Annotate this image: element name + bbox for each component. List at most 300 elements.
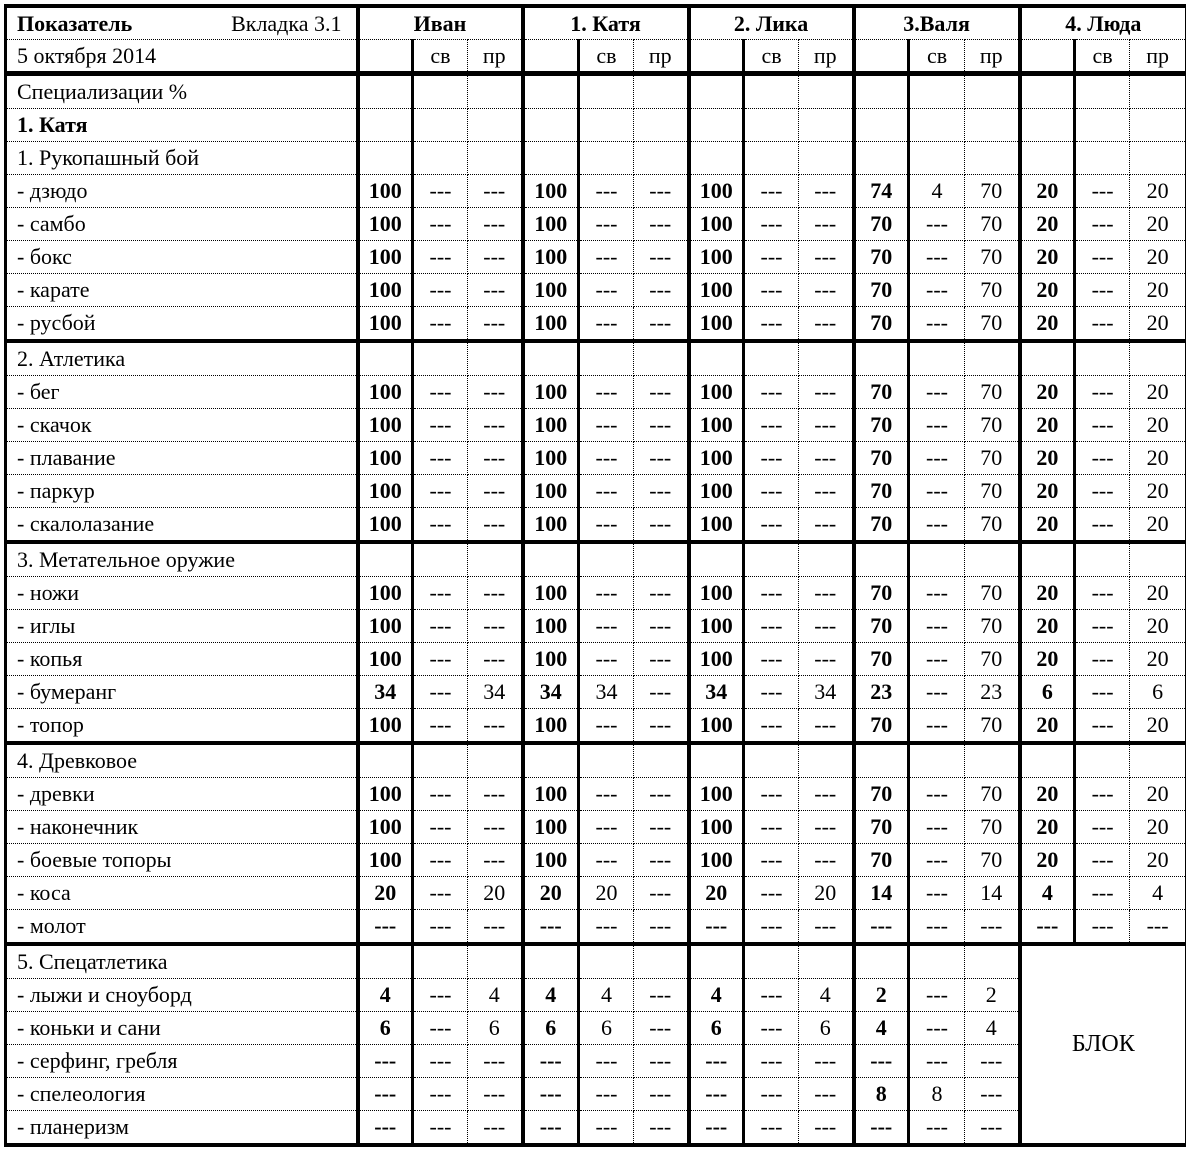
- cell-lika-pr: ---: [799, 610, 854, 643]
- cell-ivan-pr: ---: [468, 844, 523, 877]
- cell-valya-total: 23: [854, 676, 909, 709]
- cell-ivan-total: 100: [358, 307, 413, 342]
- cell-ivan-sv: ---: [413, 274, 468, 307]
- cell-lika-sv: ---: [744, 643, 799, 676]
- cell-valya-pr: 4: [965, 1012, 1020, 1045]
- empty-cell: [1020, 341, 1075, 376]
- cell-ivan-pr: ---: [468, 1078, 523, 1111]
- row-label: - скачок: [6, 409, 358, 442]
- cell-ivan-sv: ---: [413, 676, 468, 709]
- cell-katya-total: 100: [523, 241, 579, 274]
- table-row: [6, 577, 1186, 610]
- cell-lika-pr: ---: [799, 709, 854, 744]
- cell-lika-total: 100: [689, 175, 744, 208]
- cell-valya-total: 70: [854, 376, 909, 409]
- cell-katya-pr: ---: [634, 1111, 689, 1146]
- table-row: [6, 475, 1186, 508]
- cell-katya-total: ---: [523, 1045, 579, 1078]
- cell-ivan-pr: ---: [468, 475, 523, 508]
- empty-cell: [799, 74, 854, 109]
- table-row: [6, 1045, 1186, 1078]
- cell-lyuda-sv: ---: [1075, 508, 1130, 543]
- cell-katya-total: 100: [523, 844, 579, 877]
- cell-ivan-sv: ---: [413, 778, 468, 811]
- cell-ivan-pr: ---: [468, 1111, 523, 1146]
- cell-valya-total: 70: [854, 409, 909, 442]
- cell-ivan-total: 100: [358, 442, 413, 475]
- empty-cell: [358, 743, 413, 778]
- cell-ivan-total: 100: [358, 475, 413, 508]
- row-label: - наконечник: [6, 811, 358, 844]
- cell-katya-sv: ---: [579, 241, 634, 274]
- cell-valya-total: 70: [854, 208, 909, 241]
- cell-ivan-pr: ---: [468, 442, 523, 475]
- cell-lyuda-pr: 20: [1130, 475, 1186, 508]
- empty-cell: [579, 743, 634, 778]
- cell-katya-total: 6: [523, 1012, 579, 1045]
- empty-cell: [689, 542, 744, 577]
- subheader-total-lyuda: [1020, 40, 1075, 74]
- cell-lika-sv: ---: [744, 1045, 799, 1078]
- cell-valya-pr: 14: [965, 877, 1020, 910]
- cell-lyuda-pr: 20: [1130, 709, 1186, 744]
- cell-lyuda-total: 6: [1020, 676, 1075, 709]
- cell-valya-pr: 2: [965, 979, 1020, 1012]
- cell-valya-pr: 70: [965, 208, 1020, 241]
- cell-ivan-pr: 34: [468, 676, 523, 709]
- empty-cell: [744, 944, 799, 979]
- row-label: - лыжи и сноуборд: [6, 979, 358, 1012]
- empty-cell: [744, 341, 799, 376]
- cell-katya-pr: ---: [634, 475, 689, 508]
- cell-katya-pr: ---: [634, 811, 689, 844]
- cell-lika-total: 100: [689, 241, 744, 274]
- cell-valya-pr: 70: [965, 307, 1020, 342]
- group-header-katya: 1. Катя: [523, 6, 689, 40]
- cell-lika-total: 100: [689, 508, 744, 543]
- row-label: - бег: [6, 376, 358, 409]
- group-header-ivan: Иван: [358, 6, 523, 40]
- empty-cell: [579, 74, 634, 109]
- cell-ivan-total: 100: [358, 376, 413, 409]
- empty-cell: [523, 341, 579, 376]
- empty-cell: [854, 743, 909, 778]
- cell-lyuda-sv: ---: [1075, 442, 1130, 475]
- empty-cell: [413, 74, 468, 109]
- cell-katya-total: 100: [523, 475, 579, 508]
- empty-cell: [468, 142, 523, 175]
- cell-katya-sv: ---: [579, 475, 634, 508]
- cell-valya-pr: ---: [965, 1078, 1020, 1111]
- cell-lyuda-pr: 20: [1130, 577, 1186, 610]
- row-label: - топор: [6, 709, 358, 744]
- cell-ivan-pr: 6: [468, 1012, 523, 1045]
- cell-ivan-sv: ---: [413, 376, 468, 409]
- table-row: [6, 175, 1186, 208]
- cell-lyuda-pr: 20: [1130, 175, 1186, 208]
- cell-katya-sv: 20: [579, 877, 634, 910]
- cell-katya-pr: ---: [634, 610, 689, 643]
- cell-ivan-pr: ---: [468, 175, 523, 208]
- table-row: [6, 241, 1186, 274]
- cell-lika-sv: ---: [744, 778, 799, 811]
- table-row: [6, 844, 1186, 877]
- cell-lika-total: 100: [689, 442, 744, 475]
- empty-cell: [854, 542, 909, 577]
- subheader-sv-katya: св: [579, 40, 634, 74]
- empty-cell: [358, 341, 413, 376]
- cell-valya-total: 70: [854, 610, 909, 643]
- cell-lyuda-pr: 20: [1130, 409, 1186, 442]
- empty-cell: [358, 542, 413, 577]
- cell-valya-sv: ---: [909, 811, 965, 844]
- cell-lika-total: 100: [689, 844, 744, 877]
- cell-ivan-total: 100: [358, 844, 413, 877]
- cell-lyuda-sv: ---: [1075, 208, 1130, 241]
- cell-lika-total: ---: [689, 1078, 744, 1111]
- cell-lyuda-total: 20: [1020, 442, 1075, 475]
- header-row-groups: [6, 6, 1186, 40]
- cell-lika-pr: ---: [799, 1045, 854, 1078]
- cell-valya-total: 74: [854, 175, 909, 208]
- cell-katya-pr: ---: [634, 778, 689, 811]
- cell-katya-sv: ---: [579, 844, 634, 877]
- cell-valya-total: 70: [854, 475, 909, 508]
- cell-ivan-sv: ---: [413, 811, 468, 844]
- table-row: [6, 1012, 1186, 1045]
- empty-cell: [744, 142, 799, 175]
- cell-lyuda-total: 20: [1020, 508, 1075, 543]
- cell-valya-total: ---: [854, 1111, 909, 1146]
- cell-ivan-pr: 4: [468, 979, 523, 1012]
- cell-lika-pr: 34: [799, 676, 854, 709]
- cell-katya-sv: ---: [579, 778, 634, 811]
- subheader-sv-lika: св: [744, 40, 799, 74]
- cell-lika-pr: ---: [799, 1111, 854, 1146]
- cell-valya-sv: ---: [909, 241, 965, 274]
- empty-cell: [468, 542, 523, 577]
- empty-cell: [965, 341, 1020, 376]
- row-label: - коньки и сани: [6, 1012, 358, 1045]
- cell-valya-pr: 70: [965, 508, 1020, 543]
- cell-lyuda-total: 20: [1020, 241, 1075, 274]
- cell-lika-pr: ---: [799, 376, 854, 409]
- cell-valya-total: 70: [854, 643, 909, 676]
- cell-katya-sv: ---: [579, 1111, 634, 1146]
- cell-valya-sv: 8: [909, 1078, 965, 1111]
- cell-valya-total: 14: [854, 877, 909, 910]
- empty-cell: [909, 109, 965, 142]
- cell-katya-total: 100: [523, 643, 579, 676]
- table-row: [6, 1111, 1186, 1146]
- cell-ivan-sv: ---: [413, 1012, 468, 1045]
- cell-valya-pr: 70: [965, 778, 1020, 811]
- section-header-5-label: 5. Спецатлетика: [6, 944, 358, 979]
- cell-katya-pr: ---: [634, 1012, 689, 1045]
- table-row: [6, 811, 1186, 844]
- empty-cell: [579, 542, 634, 577]
- subheader-pr-lyuda: пр: [1130, 40, 1186, 74]
- report-date: 5 октября 2014: [6, 40, 358, 74]
- cell-lika-sv: ---: [744, 442, 799, 475]
- row-label: - ножи: [6, 577, 358, 610]
- empty-cell: [1075, 542, 1130, 577]
- cell-katya-sv: ---: [579, 307, 634, 342]
- empty-cell: [854, 74, 909, 109]
- intro-row-katya-label: 1. Катя: [6, 109, 358, 142]
- cell-valya-total: 70: [854, 577, 909, 610]
- empty-cell: [634, 542, 689, 577]
- empty-cell: [1020, 542, 1075, 577]
- subheader-sv-ivan: св: [413, 40, 468, 74]
- empty-cell: [1020, 109, 1075, 142]
- cell-katya-pr: ---: [634, 676, 689, 709]
- empty-cell: [634, 944, 689, 979]
- cell-ivan-total: ---: [358, 910, 413, 945]
- row-label: - спелеология: [6, 1078, 358, 1111]
- cell-ivan-sv: ---: [413, 208, 468, 241]
- intro-row-katya: [6, 109, 1186, 142]
- empty-cell: [468, 944, 523, 979]
- cell-lika-sv: ---: [744, 910, 799, 945]
- empty-cell: [579, 109, 634, 142]
- cell-ivan-total: 100: [358, 241, 413, 274]
- row-label: - скалолазание: [6, 508, 358, 543]
- cell-lyuda-pr: 20: [1130, 442, 1186, 475]
- cell-katya-total: ---: [523, 1111, 579, 1146]
- cell-valya-sv: ---: [909, 442, 965, 475]
- empty-cell: [468, 341, 523, 376]
- intro-row-specializations-label: Специализации %: [6, 74, 358, 109]
- cell-lika-pr: ---: [799, 508, 854, 543]
- cell-ivan-sv: ---: [413, 877, 468, 910]
- cell-ivan-pr: ---: [468, 508, 523, 543]
- cell-lika-pr: ---: [799, 844, 854, 877]
- cell-lyuda-total: 4: [1020, 877, 1075, 910]
- table-row: [6, 442, 1186, 475]
- table-row: [6, 709, 1186, 744]
- empty-cell: [689, 74, 744, 109]
- subheader-sv-valya: св: [909, 40, 965, 74]
- cell-lyuda-total: 20: [1020, 844, 1075, 877]
- cell-katya-sv: ---: [579, 577, 634, 610]
- cell-valya-sv: ---: [909, 577, 965, 610]
- cell-katya-pr: ---: [634, 508, 689, 543]
- cell-valya-pr: 70: [965, 610, 1020, 643]
- empty-cell: [1020, 142, 1075, 175]
- cell-lyuda-sv: ---: [1075, 577, 1130, 610]
- cell-katya-pr: ---: [634, 643, 689, 676]
- cell-katya-total: 100: [523, 778, 579, 811]
- empty-cell: [965, 542, 1020, 577]
- empty-cell: [909, 542, 965, 577]
- cell-valya-total: 8: [854, 1078, 909, 1111]
- cell-katya-pr: ---: [634, 910, 689, 945]
- empty-cell: [854, 944, 909, 979]
- cell-ivan-total: 34: [358, 676, 413, 709]
- cell-lyuda-total: 20: [1020, 274, 1075, 307]
- cell-lyuda-total: 20: [1020, 208, 1075, 241]
- empty-cell: [965, 109, 1020, 142]
- empty-cell: [468, 743, 523, 778]
- cell-lyuda-total: 20: [1020, 610, 1075, 643]
- cell-katya-sv: ---: [579, 409, 634, 442]
- cell-ivan-total: 100: [358, 778, 413, 811]
- cell-katya-sv: ---: [579, 442, 634, 475]
- cell-lika-total: 100: [689, 475, 744, 508]
- row-label: - древки: [6, 778, 358, 811]
- empty-cell: [1020, 743, 1075, 778]
- tab-label: Вкладка 3.1: [231, 10, 342, 36]
- empty-cell: [413, 109, 468, 142]
- cell-valya-sv: ---: [909, 274, 965, 307]
- cell-ivan-total: 100: [358, 274, 413, 307]
- cell-ivan-total: 100: [358, 175, 413, 208]
- cell-katya-sv: ---: [579, 811, 634, 844]
- cell-katya-pr: ---: [634, 442, 689, 475]
- cell-katya-sv: ---: [579, 709, 634, 744]
- section-header-3: [6, 542, 1186, 577]
- table-row: [6, 1078, 1186, 1111]
- cell-valya-pr: ---: [965, 910, 1020, 945]
- cell-lyuda-pr: 20: [1130, 376, 1186, 409]
- cell-katya-sv: ---: [579, 610, 634, 643]
- cell-valya-sv: ---: [909, 307, 965, 342]
- cell-valya-sv: ---: [909, 643, 965, 676]
- cell-ivan-total: 100: [358, 643, 413, 676]
- empty-cell: [799, 109, 854, 142]
- empty-cell: [1130, 74, 1186, 109]
- cell-lika-pr: 4: [799, 979, 854, 1012]
- cell-lika-sv: ---: [744, 175, 799, 208]
- empty-cell: [909, 74, 965, 109]
- cell-ivan-sv: ---: [413, 1078, 468, 1111]
- cell-katya-pr: ---: [634, 577, 689, 610]
- cell-lyuda-pr: 20: [1130, 208, 1186, 241]
- empty-cell: [358, 142, 413, 175]
- cell-lika-total: 100: [689, 811, 744, 844]
- header-row-subcolumns: [6, 40, 1186, 74]
- table-row: [6, 643, 1186, 676]
- empty-cell: [799, 743, 854, 778]
- cell-valya-sv: ---: [909, 1012, 965, 1045]
- empty-cell: [1075, 142, 1130, 175]
- cell-ivan-pr: ---: [468, 409, 523, 442]
- cell-lyuda-pr: 20: [1130, 643, 1186, 676]
- row-label: - боевые топоры: [6, 844, 358, 877]
- subheader-pr-katya: пр: [634, 40, 689, 74]
- cell-lyuda-total: 20: [1020, 577, 1075, 610]
- cell-lika-sv: ---: [744, 208, 799, 241]
- cell-valya-total: 4: [854, 1012, 909, 1045]
- cell-ivan-sv: ---: [413, 475, 468, 508]
- empty-cell: [413, 743, 468, 778]
- cell-lyuda-pr: 20: [1130, 844, 1186, 877]
- cell-valya-total: 70: [854, 709, 909, 744]
- cell-lyuda-total: 20: [1020, 709, 1075, 744]
- cell-ivan-sv: ---: [413, 508, 468, 543]
- cell-lyuda-total: 20: [1020, 307, 1075, 342]
- cell-katya-pr: ---: [634, 376, 689, 409]
- section-header-2-label: 2. Атлетика: [6, 341, 358, 376]
- cell-lyuda-sv: ---: [1075, 610, 1130, 643]
- header-title-cell: [6, 6, 358, 40]
- cell-lika-sv: ---: [744, 877, 799, 910]
- cell-katya-total: 4: [523, 979, 579, 1012]
- cell-katya-total: 100: [523, 409, 579, 442]
- cell-ivan-sv: ---: [413, 844, 468, 877]
- cell-valya-sv: ---: [909, 778, 965, 811]
- cell-katya-total: 100: [523, 274, 579, 307]
- cell-valya-pr: 70: [965, 442, 1020, 475]
- empty-cell: [358, 944, 413, 979]
- cell-valya-pr: ---: [965, 1111, 1020, 1146]
- empty-cell: [1075, 109, 1130, 142]
- cell-ivan-pr: ---: [468, 577, 523, 610]
- cell-lika-pr: 6: [799, 1012, 854, 1045]
- cell-ivan-total: 4: [358, 979, 413, 1012]
- cell-lyuda-total: ---: [1020, 910, 1075, 945]
- cell-ivan-sv: ---: [413, 1111, 468, 1146]
- row-label: - молот: [6, 910, 358, 945]
- cell-ivan-total: 100: [358, 811, 413, 844]
- empty-cell: [1075, 341, 1130, 376]
- cell-lika-pr: ---: [799, 409, 854, 442]
- cell-katya-pr: ---: [634, 208, 689, 241]
- row-label: - иглы: [6, 610, 358, 643]
- empty-cell: [1130, 743, 1186, 778]
- row-label: - планеризм: [6, 1111, 358, 1146]
- empty-cell: [799, 142, 854, 175]
- empty-cell: [1020, 74, 1075, 109]
- cell-valya-sv: ---: [909, 676, 965, 709]
- cell-lyuda-sv: ---: [1075, 241, 1130, 274]
- cell-lika-sv: ---: [744, 508, 799, 543]
- cell-lyuda-total: 20: [1020, 778, 1075, 811]
- cell-valya-pr: 70: [965, 844, 1020, 877]
- cell-lika-sv: ---: [744, 475, 799, 508]
- section-header-1-label: 1. Рукопашный бой: [6, 142, 358, 175]
- cell-katya-pr: ---: [634, 844, 689, 877]
- cell-valya-sv: ---: [909, 475, 965, 508]
- row-label: - русбой: [6, 307, 358, 342]
- cell-valya-total: 2: [854, 979, 909, 1012]
- cell-lika-total: 100: [689, 778, 744, 811]
- cell-valya-sv: ---: [909, 409, 965, 442]
- subheader-pr-lika: пр: [799, 40, 854, 74]
- empty-cell: [413, 542, 468, 577]
- empty-cell: [413, 944, 468, 979]
- cell-katya-pr: ---: [634, 709, 689, 744]
- subheader-pr-ivan: пр: [468, 40, 523, 74]
- cell-valya-pr: 23: [965, 676, 1020, 709]
- cell-ivan-total: 100: [358, 208, 413, 241]
- cell-katya-total: 100: [523, 508, 579, 543]
- cell-katya-total: 100: [523, 811, 579, 844]
- cell-lyuda-pr: 20: [1130, 241, 1186, 274]
- cell-katya-total: 100: [523, 376, 579, 409]
- cell-lyuda-sv: ---: [1075, 811, 1130, 844]
- cell-katya-total: 100: [523, 442, 579, 475]
- table-row: [6, 508, 1186, 543]
- empty-cell: [689, 944, 744, 979]
- cell-valya-pr: 70: [965, 643, 1020, 676]
- cell-lyuda-sv: ---: [1075, 910, 1130, 945]
- cell-ivan-pr: ---: [468, 811, 523, 844]
- cell-katya-total: 20: [523, 877, 579, 910]
- cell-valya-pr: 70: [965, 709, 1020, 744]
- cell-valya-sv: ---: [909, 910, 965, 945]
